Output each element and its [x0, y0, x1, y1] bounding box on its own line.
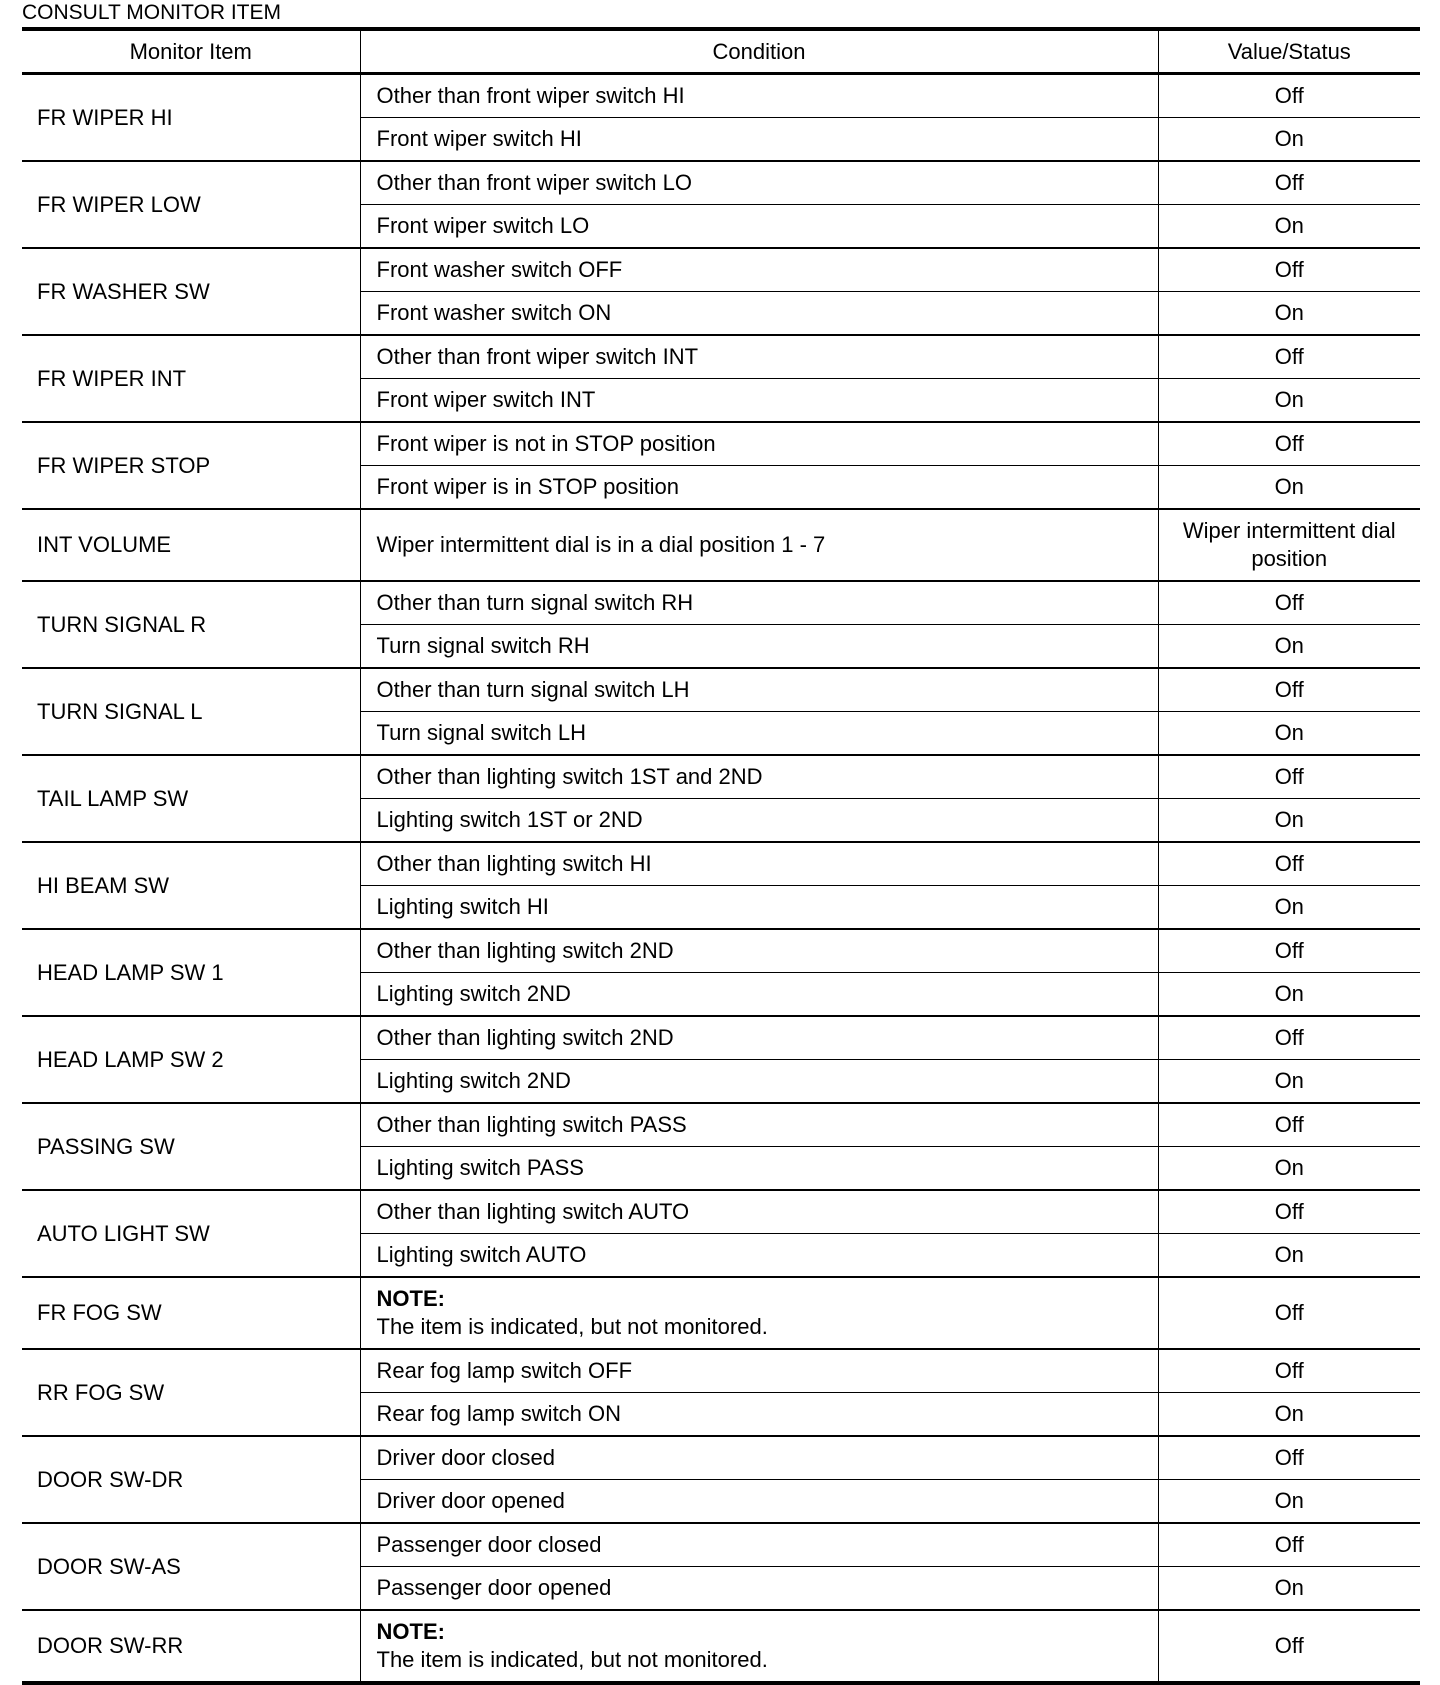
table-row [22, 1523, 1420, 1567]
table-row [22, 509, 1420, 581]
table-row [22, 1190, 1420, 1234]
condition-cell: Other than lighting switch 2ND [360, 1016, 1158, 1060]
monitor-item-cell: FR WASHER SW [22, 248, 360, 335]
table-header-row [22, 29, 1420, 74]
note-text: The item is indicated, but not monitored. [376, 1647, 768, 1672]
condition-cell: Lighting switch 2ND [360, 973, 1158, 1017]
value-status-cell: On [1158, 379, 1420, 423]
value-status-cell: On [1158, 466, 1420, 510]
condition-cell: Front washer switch OFF [360, 248, 1158, 292]
condition-cell: Front wiper is in STOP position [360, 466, 1158, 510]
value-status-cell: Off [1158, 1103, 1420, 1147]
table-row [22, 842, 1420, 886]
note-label: NOTE: [376, 1619, 445, 1644]
condition-cell: Other than lighting switch HI [360, 842, 1158, 886]
monitor-item-cell: FR FOG SW [22, 1277, 360, 1349]
condition-cell: Other than lighting switch PASS [360, 1103, 1158, 1147]
condition-cell: Lighting switch HI [360, 886, 1158, 930]
value-status-cell: Off [1158, 929, 1420, 973]
value-status-cell: Off [1158, 1277, 1420, 1349]
value-status-cell: Off [1158, 248, 1420, 292]
value-status-cell: On [1158, 1060, 1420, 1104]
table-row [22, 422, 1420, 466]
monitor-item-cell: FR WIPER INT [22, 335, 360, 422]
value-status-cell: On [1158, 118, 1420, 162]
monitor-item-cell: HEAD LAMP SW 1 [22, 929, 360, 1016]
table-row [22, 929, 1420, 973]
column-header-condition: Condition [360, 29, 1158, 74]
table-body [22, 74, 1420, 1684]
table-row [22, 74, 1420, 118]
value-status-cell: Off [1158, 842, 1420, 886]
monitor-item-cell: INT VOLUME [22, 509, 360, 581]
condition-cell [360, 1610, 1158, 1683]
condition-cell: Other than front wiper switch INT [360, 335, 1158, 379]
value-status-cell: On [1158, 799, 1420, 843]
table-row [22, 755, 1420, 799]
value-status-cell: Off [1158, 1016, 1420, 1060]
monitor-item-cell: TURN SIGNAL R [22, 581, 360, 668]
value-status-cell: On [1158, 1234, 1420, 1278]
condition-cell: Front wiper is not in STOP position [360, 422, 1158, 466]
condition-cell: Other than turn signal switch RH [360, 581, 1158, 625]
value-status-cell: On [1158, 1480, 1420, 1524]
condition-cell: Other than front wiper switch HI [360, 74, 1158, 118]
page-title: CONSULT MONITOR ITEM [22, 1, 282, 24]
monitor-item-cell: DOOR SW-AS [22, 1523, 360, 1610]
table-row [22, 581, 1420, 625]
condition-cell: Other than lighting switch 1ST and 2ND [360, 755, 1158, 799]
condition-cell: Lighting switch PASS [360, 1147, 1158, 1191]
value-status-cell: Off [1158, 74, 1420, 118]
value-status-cell: Off [1158, 1349, 1420, 1393]
monitor-item-cell: FR WIPER LOW [22, 161, 360, 248]
value-status-cell: On [1158, 712, 1420, 756]
condition-cell: Front wiper switch LO [360, 205, 1158, 249]
value-status-cell: On [1158, 205, 1420, 249]
table-row [22, 1349, 1420, 1393]
condition-cell: Front wiper switch INT [360, 379, 1158, 423]
value-status-cell: On [1158, 886, 1420, 930]
condition-cell: Lighting switch AUTO [360, 1234, 1158, 1278]
condition-cell: Other than front wiper switch LO [360, 161, 1158, 205]
value-status-cell: Off [1158, 1523, 1420, 1567]
value-status-cell: On [1158, 292, 1420, 336]
condition-cell: Other than lighting switch 2ND [360, 929, 1158, 973]
condition-cell: Lighting switch 2ND [360, 1060, 1158, 1104]
table-row [22, 335, 1420, 379]
column-header-value-status: Value/Status [1158, 29, 1420, 74]
monitor-item-cell: AUTO LIGHT SW [22, 1190, 360, 1277]
value-status-cell: Off [1158, 335, 1420, 379]
note-label: NOTE: [376, 1286, 445, 1311]
condition-cell: Turn signal switch RH [360, 625, 1158, 669]
monitor-item-cell: DOOR SW-DR [22, 1436, 360, 1523]
monitor-item-cell: FR WIPER HI [22, 74, 360, 162]
monitor-item-cell: RR FOG SW [22, 1349, 360, 1436]
value-status-cell: Off [1158, 1436, 1420, 1480]
note-text: The item is indicated, but not monitored. [376, 1314, 768, 1339]
condition-cell [360, 1277, 1158, 1349]
table-row [22, 248, 1420, 292]
condition-cell: Passenger door opened [360, 1567, 1158, 1611]
condition-cell: Front wiper switch HI [360, 118, 1158, 162]
value-status-cell: Off [1158, 755, 1420, 799]
condition-cell: Passenger door closed [360, 1523, 1158, 1567]
monitor-item-cell: FR WIPER STOP [22, 422, 360, 509]
value-status-cell: On [1158, 1567, 1420, 1611]
table-row [22, 1277, 1420, 1349]
value-status-cell: On [1158, 625, 1420, 669]
value-status-cell: Off [1158, 668, 1420, 712]
value-status-cell: On [1158, 1147, 1420, 1191]
table-row [22, 1436, 1420, 1480]
condition-cell: Rear fog lamp switch ON [360, 1393, 1158, 1437]
value-status-cell: Off [1158, 422, 1420, 466]
table-row [22, 1016, 1420, 1060]
condition-cell: Lighting switch 1ST or 2ND [360, 799, 1158, 843]
value-status-cell: Off [1158, 1610, 1420, 1683]
table-row [22, 1610, 1420, 1683]
value-status-cell: Wiper intermittent dial position [1158, 509, 1420, 581]
value-status-cell: On [1158, 1393, 1420, 1437]
condition-cell: Front washer switch ON [360, 292, 1158, 336]
condition-cell: Driver door closed [360, 1436, 1158, 1480]
table-row [22, 1103, 1420, 1147]
monitor-item-cell: TAIL LAMP SW [22, 755, 360, 842]
monitor-item-cell: TURN SIGNAL L [22, 668, 360, 755]
condition-cell: Other than lighting switch AUTO [360, 1190, 1158, 1234]
condition-cell: Other than turn signal switch LH [360, 668, 1158, 712]
value-status-cell: Off [1158, 161, 1420, 205]
condition-cell: Wiper intermittent dial is in a dial position 1 - 7 [360, 509, 1158, 581]
condition-cell: Turn signal switch LH [360, 712, 1158, 756]
value-status-cell: On [1158, 973, 1420, 1017]
column-header-monitor-item: Monitor Item [22, 29, 360, 74]
table-row [22, 161, 1420, 205]
consult-monitor-table [22, 27, 1420, 1685]
monitor-item-cell: HI BEAM SW [22, 842, 360, 929]
monitor-item-cell: DOOR SW-RR [22, 1610, 360, 1683]
value-status-cell: Off [1158, 1190, 1420, 1234]
condition-cell: Driver door opened [360, 1480, 1158, 1524]
value-status-cell: Off [1158, 581, 1420, 625]
monitor-item-cell: PASSING SW [22, 1103, 360, 1190]
condition-cell: Rear fog lamp switch OFF [360, 1349, 1158, 1393]
monitor-item-cell: HEAD LAMP SW 2 [22, 1016, 360, 1103]
table-row [22, 668, 1420, 712]
